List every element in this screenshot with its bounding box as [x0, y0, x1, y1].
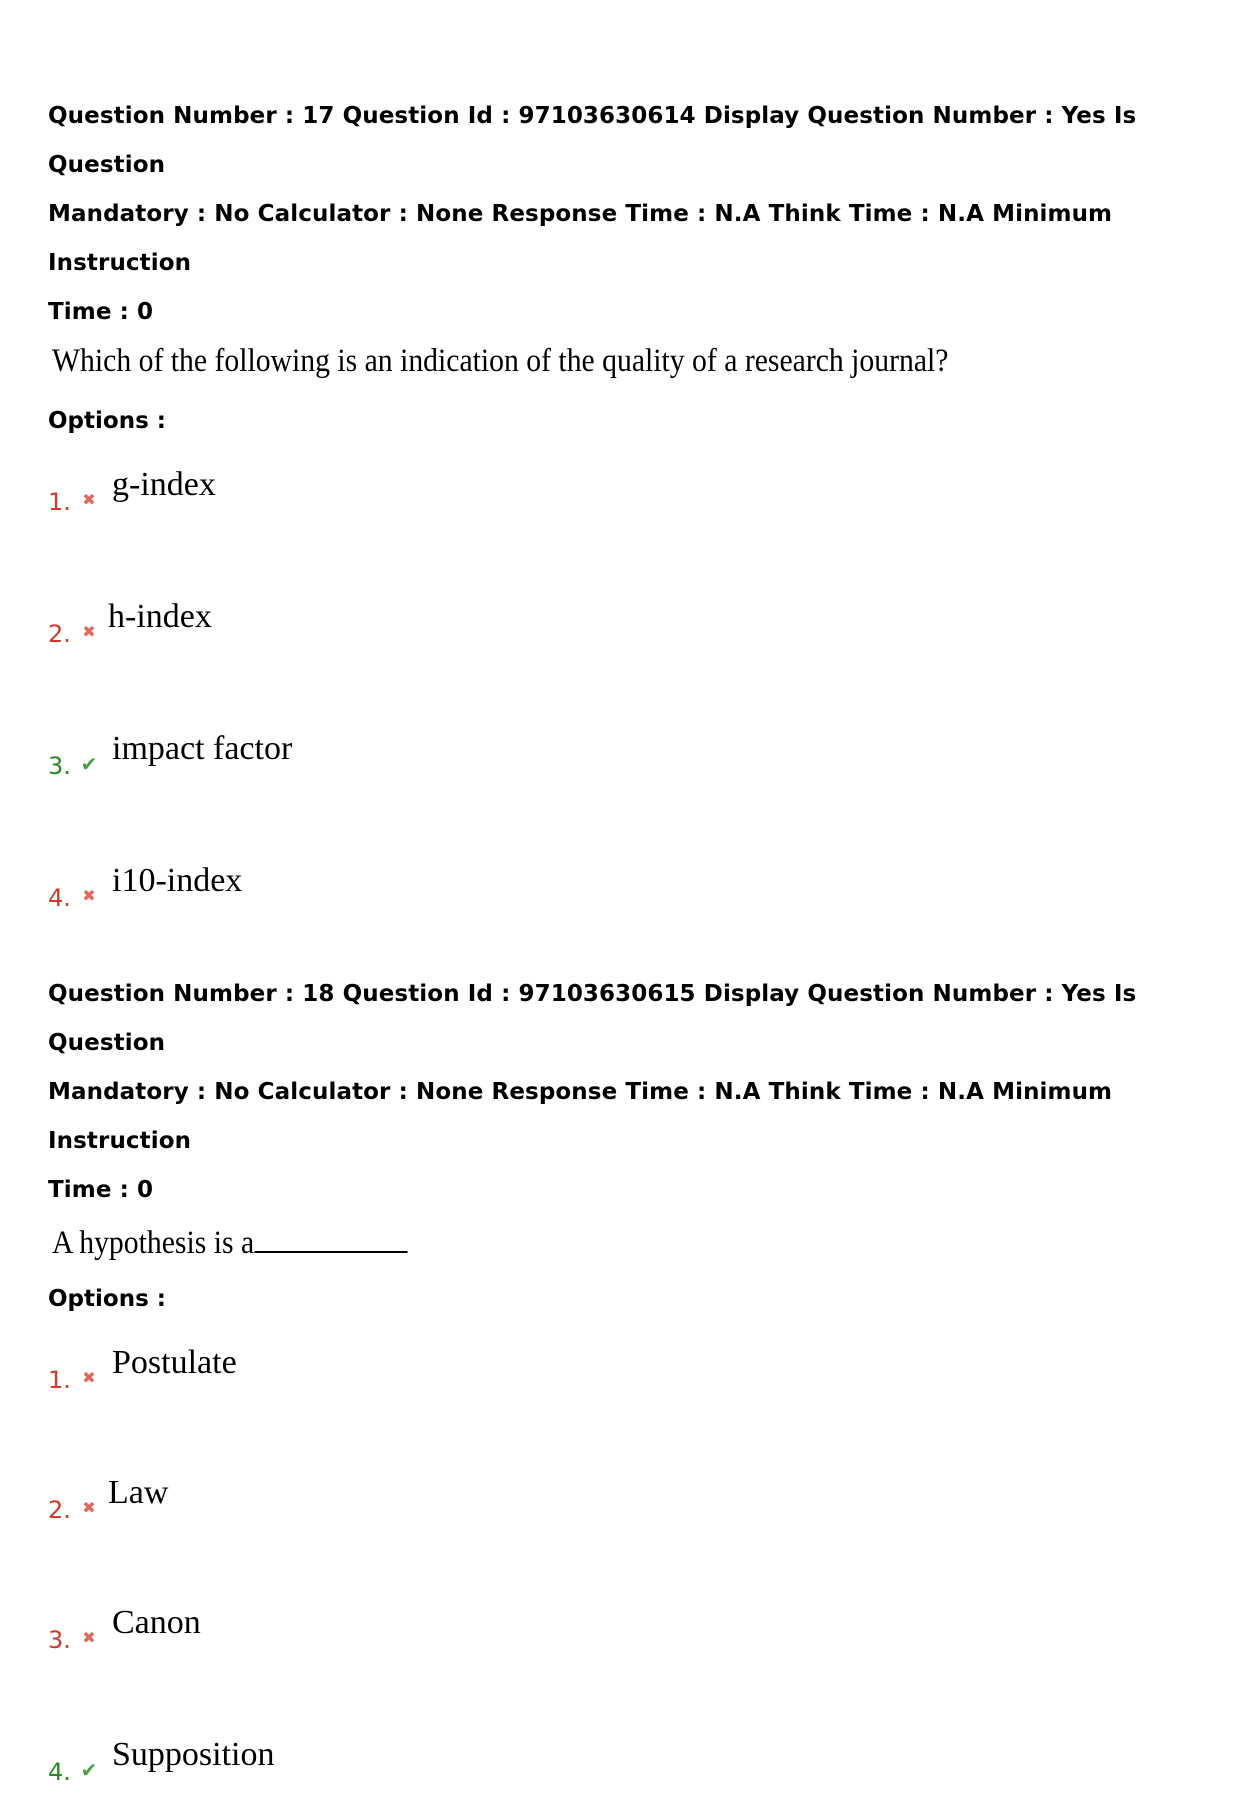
option-item	[48, 845, 1218, 977]
option-item	[48, 1457, 1218, 1587]
cross-icon: ✖	[82, 1498, 96, 1517]
option-text: i10-index	[112, 862, 243, 899]
check-icon: ✔	[80, 1758, 98, 1782]
option-text: Canon	[112, 1604, 201, 1641]
options-label: Options :	[48, 1286, 166, 1312]
options-list	[48, 449, 1218, 977]
option-number: 3.	[48, 1626, 71, 1654]
option-text: h-index	[108, 598, 212, 635]
question-block	[48, 92, 1218, 977]
question-text	[52, 1217, 1101, 1279]
option-text: Postulate	[112, 1344, 237, 1381]
option-item	[48, 713, 1218, 845]
question-block	[48, 970, 1218, 1809]
option-text: g-index	[112, 466, 216, 503]
cross-icon: ✖	[82, 1368, 96, 1387]
question-text-content: A hypothesis is a	[52, 1225, 255, 1261]
option-item	[48, 449, 1218, 581]
options-list	[48, 1327, 1218, 1809]
options-label: Options :	[48, 408, 166, 434]
cross-icon: ✖	[82, 490, 96, 509]
option-number: 4.	[48, 1758, 71, 1786]
option-text: Supposition	[112, 1736, 275, 1773]
option-item	[48, 581, 1218, 713]
check-icon: ✔	[80, 752, 98, 776]
option-number: 2.	[48, 620, 71, 648]
answer-blank	[254, 1217, 407, 1253]
option-number: 2.	[48, 1496, 71, 1524]
option-text: impact factor	[112, 730, 293, 767]
option-number: 3.	[48, 752, 71, 780]
question-meta-line: Mandatory : No Calculator : None Response Time : N.A Think Time : N.A Minimum Instruction	[48, 1079, 1113, 1154]
question-meta-line: Question Number : 17 Question Id : 97103630614 Display Question Number : Yes Is Question	[48, 103, 1137, 178]
option-number: 4.	[48, 884, 71, 912]
option-text: Law	[108, 1474, 169, 1511]
question-meta-line: Mandatory : No Calculator : None Response Time : N.A Think Time : N.A Minimum Instruction	[48, 201, 1113, 276]
cross-icon: ✖	[82, 622, 96, 641]
cross-icon: ✖	[82, 886, 96, 905]
option-number: 1.	[48, 488, 71, 516]
question-meta-line: Time : 0	[48, 299, 154, 325]
question-meta-line: Question Number : 18 Question Id : 97103630615 Display Question Number : Yes Is Question	[48, 981, 1137, 1056]
question-meta-line: Time : 0	[48, 1177, 154, 1203]
cross-icon: ✖	[82, 1628, 96, 1647]
question-text: Which of the following is an indication of the quality of a research journal?	[52, 343, 949, 379]
option-number: 1.	[48, 1366, 71, 1394]
option-item	[48, 1327, 1218, 1457]
option-item	[48, 1719, 1218, 1809]
option-item	[48, 1587, 1218, 1719]
